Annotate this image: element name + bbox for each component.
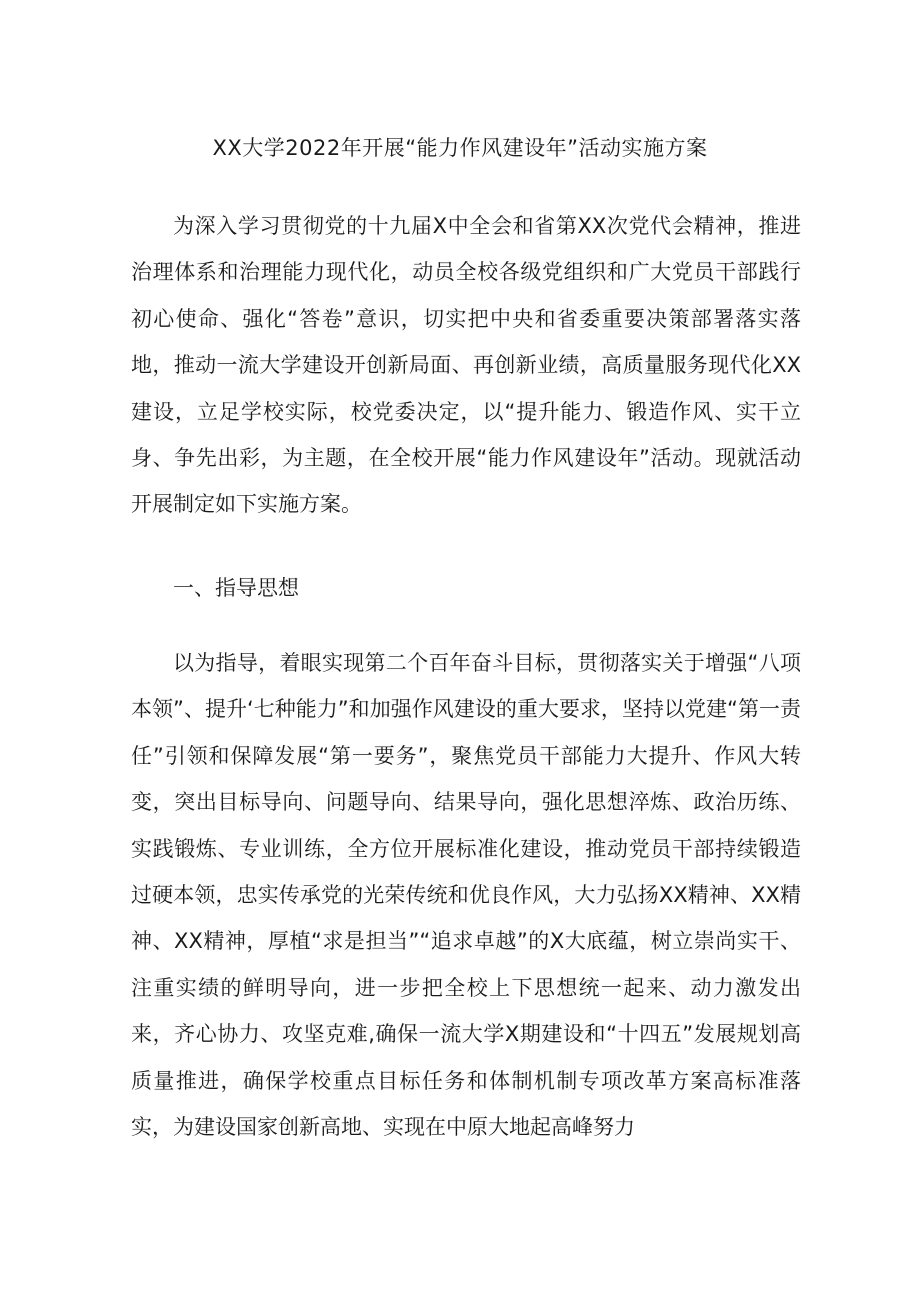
document-title: XX大学2022年开展“能力作风建设年”活动实施方案 <box>212 136 708 160</box>
section-heading-guiding-ideology: 一、指导思想 <box>173 576 299 600</box>
intro-paragraph: 为深入学习贯彻党的十九届X中全会和省第XX次党代会精神，推进治理体系和治理能力现代化，动员全校各级党组织和广大党员干部践行初心使命、强化“答卷”意识，切实把中央和省委重要决策部署落实落地，推动一流大学建设开创新局面、再创新业绩，高质量服务现代化XX建设，立足学校实际，校党委决定，以“提升能力、锻造作风、实干立身、争先出彩，为主题，在全校开展“能力作风建设年”活动。现就活动开展制定如下实施方案。 <box>131 214 801 517</box>
guiding-ideology-paragraph: 以为指导，着眼实现第二个百年奋斗目标，贯彻落实关于增强“八项本领”、提升‘七种能力”和加强作风建设的重大要求，坚持以党建“第一责任”引领和保障发展“第一要务”，聚焦党员干部能力大提升、作风大转变，突出目标导向、问题导向、结果导向，强化思想淬炼、政治历练、实践锻炼、专业训练，全方位开展标准化建设，推动党员干部持续锻造过硬本领，忠实传承党的光荣传统和优良作风，大力弘扬XX精神、XX精神、XX精神，厚植“求是担当”“追求卓越”的X大底蕴，树立崇尚实干、注重实绩的鲜明导向，进一步把全校上下思想统一起来、动力激发出来，齐心协力、攻坚克难,确保一流大学X期建设和“十四五”发展规划高质量推进，确保学校重点目标任务和体制机制专项改革方案高标准落实，为建设国家创新高地、实现在中原大地起高峰努力 <box>131 651 801 1140</box>
